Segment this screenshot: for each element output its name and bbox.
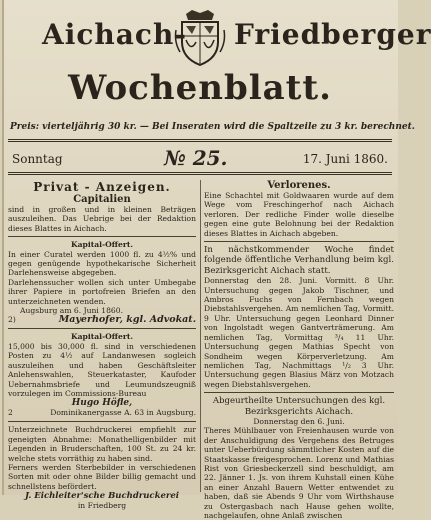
title-right: Friedberger xyxy=(234,18,431,51)
buch-place: in Friedberg xyxy=(77,501,127,511)
offert1-signature-row xyxy=(8,315,196,325)
column-divider xyxy=(200,180,201,492)
issue-day: Sonntag xyxy=(12,152,63,166)
offert1-title: Kapital-Offert. xyxy=(70,240,133,250)
verloren-text: Eine Schachtel mit Goldwaaren wurde auf dem Wege vom Freschingerhof nach Aichach verloren. Der redliche Finder wolle dieselbe gegen eine gute Belohnung bei der Redaktion dieses Blattes in Aichach abgeben. xyxy=(204,191,394,238)
offert2-address-row xyxy=(8,408,196,418)
abgeurtheilte-title: Abgeurtheilte Untersuchungen des kgl. Bezirksgerichts Aichach. xyxy=(212,396,386,417)
issue-number: № 25. xyxy=(164,146,228,170)
header-rule-top-inner xyxy=(8,141,392,142)
abgeurtheilte-date: Donnerstag den 6. Juni. xyxy=(253,416,345,426)
coat-of-arms-icon xyxy=(172,8,228,68)
separator xyxy=(8,421,196,422)
offert1-num: 2) xyxy=(8,315,16,325)
dateline xyxy=(12,146,388,168)
verloren-title: Verlorenes. xyxy=(267,180,331,191)
buch-signature: J. Eichleiter'sche Buchdruckerei xyxy=(24,491,180,502)
title-left: Aichach- xyxy=(42,18,187,51)
issue-date: 17. Juni 1860. xyxy=(302,152,388,166)
masthead xyxy=(2,8,431,120)
offert2-signature: Hugo Höfle, xyxy=(71,398,133,409)
vortrag-text: In nächstkommender Woche findet folgende öffentliche Verhandlung beim kgl. Bezirksgericht Aichach statt. xyxy=(204,245,394,276)
header-rule-top xyxy=(8,139,392,140)
offert2-title: Kapital-Offert. xyxy=(70,332,133,342)
offert1-date: Augsburg am 6. Juni 1860. xyxy=(20,306,123,316)
dateline-rule-inner xyxy=(8,174,392,175)
offert1-signature: Mayerhofer, kgl. Advokat. xyxy=(58,314,196,326)
vortrag-body: Donnerstag den 28. Juni. Vormitt. 8 Uhr. Untersuchung gegen Jakob Tischner, und Ambros Fuchs von Fernbach wegen Diebstahlsvergehen. Am nemlichen Tag, Vormitt. 9 Uhr. Untersuchung gegen Leonhard Dinner von Ingolstadt wegen Gantverträmerung. Am nemlichen Tag, Vormittag ³/₄ 11 Uhr. Untersuchung gegen Mathias Specht von Sondheim wegen Körperverletzung. Am nemlichen Tag, Nachmittags ¹/₂ 3 Uhr. Untersuchung gegen Blasius März von Motzach wegen Diebstahlsvergehen. xyxy=(204,276,394,389)
dateline-rule xyxy=(8,172,392,173)
capitalien-text: sind in großen und in kleinen Beträgen auszuleihen. Das Uebrige bei der Redaktion dieses Blattes in Aichach. xyxy=(8,205,196,233)
offert1-text2: Darlehenssucher wollen sich unter Umbegabe ihrer Papiere in portofreien Briefen an den unterzeichneten wenden. xyxy=(8,277,196,306)
offert2-num: 2 xyxy=(8,408,13,418)
separator xyxy=(204,241,394,242)
offert2-text: 15,000 bis 30,000 fl. sind in verschiedenen Posten zu 4½ auf Landanwesen sogleich auszuleihen und haben Geschäftsleiter Anlehenswahlen, Steuerkataster, Kaufoder Uebernahmsbriefe und Leumundszeugniß vorzulegen im Commissions-Bureau xyxy=(8,341,196,398)
capitalien-title: Capitalien xyxy=(73,194,131,205)
left-column xyxy=(8,180,196,511)
newspaper-page xyxy=(2,0,431,520)
buch-text1: Unterzeichnete Buchdruckerei empfiehlt zur geneigten Abnahme: Monathelligenbilder mit Legenden in Bruderschaften, 100 St. zu 24 kr. welche stets vorräthig zu haben sind. xyxy=(8,425,196,463)
offert2-address: Dominikanergasse A. 63 in Augsburg. xyxy=(50,408,196,418)
price-line: Preis: vierteljährig 30 kr. — Bei Inseraten wird die Spaltzeile zu 3 kr. berechnet. xyxy=(10,122,415,132)
separator xyxy=(8,328,196,329)
right-column xyxy=(204,180,394,520)
offert1-text1: In einer Curatel werden 1000 fl. zu 4½% und gegen genügende hypothekarische Sicherheit Darlehensweise abgegeben. xyxy=(8,249,196,278)
abgeurtheilte-text: Theres Mühlbauer von Freienhausen wurde von der Anschuldigung des Vergehens des Betruges unter Ueberbürdung sämmtlicher Kosten auf die Staatskasse freigesprochen. Lorenz und Mathias Rist von Griesbeckerzell sind beschuldigt, am 22. Jänner 1. Js. von ihrem Kuhstall einen Kühe an einer Anzahl Bauern Wetter entwendet zu haben, daß sie Abends 9 Uhr vom Wirthshause zu Ostergasbach nach Hause gehen wollte, nachgelaufen, ohne Anlaß zwischen xyxy=(204,426,394,520)
separator xyxy=(204,392,394,393)
separator xyxy=(8,236,196,237)
masthead-title-main: Wochenblatt. xyxy=(68,68,332,108)
section-title-privat: Privat - Anzeigen. xyxy=(33,180,171,194)
buch-text2: Ferners werden Sterbebilder in verschiedenen Sorten mit oder ohne Bilder billig gemacht und schnellstens befördert. xyxy=(8,462,196,491)
